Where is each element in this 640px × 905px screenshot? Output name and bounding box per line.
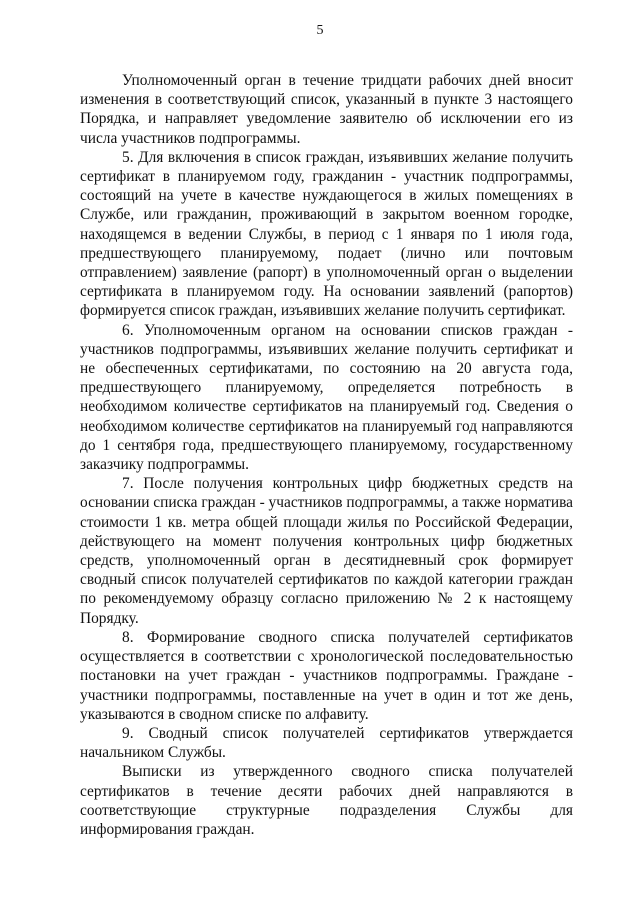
- paragraph-item-9: 9. Сводный список получателей сертификатов утверждается начальником Службы.: [80, 724, 573, 762]
- paragraph-intro: Уполномоченный орган в течение тридцати рабочих дней вносит изменения в соответствующий список, указанный в пункте 3 настоящего Порядка, и направляет уведомление заявителю об исключении его из числа участников подпрограммы.: [80, 72, 573, 147]
- paragraph-item-7: 7. После получения контрольных цифр бюджетных средств на основании списка граждан - участников подпрограммы, а также норматива стоимости 1 кв. метра общей площади жилья по Российской Федерации, действующего на момент получения контрольных цифр бюджетных средств, уполномоченный орган в десятидневный срок формирует сводный список получателей сертификатов по каждой категории граждан по рекомендуемому образцу согласно приложению № 2 к настоящему Порядку.: [80, 475, 573, 627]
- document-body: [80, 71, 573, 839]
- paragraph-extracts: Выписки из утвержденного сводного списка получателей сертификатов в течение десяти рабочих дней направляются в соответствующие структурные подразделения Службы для информирования граждан.: [80, 763, 573, 838]
- paragraph-item-5: 5. Для включения в список граждан, изъявивших желание получить сертификат в планируемом году, гражданин - участник подпрограммы, состоящий на учете в качестве нуждающегося в жилых помещениях в Службе, или гражданин, проживающий в закрытом военном городке, находящемся в ведении Службы, в период с 1 января по 1 июля года, предшествующего планируемому, подает (лично или почтовым отправлением) заявление (рапорт) в уполномоченный орган о выделении сертификата в планируемом году. На основании заявлений (рапортов) формируется список граждан, изъявивших желание получить сертификат.: [80, 148, 573, 320]
- paragraph-item-6: 6. Уполномоченным органом на основании списков граждан - участников подпрограммы, изъявивших желание получить сертификат и не обеспеченных сертификатами, по состоянию на 20 августа года, предшествующего планируемому, определяется потребность в необходимом количестве сертификатов на планируемый год. Сведения о необходимом количестве сертификатов на планируемый год направляются до 1 сентября года, предшествующего планируемому, государственному заказчику подпрограммы.: [80, 321, 573, 474]
- page-number: 5: [316, 23, 324, 38]
- paragraph-item-8: 8. Формирование сводного списка получателей сертификатов осуществляется в соответствии с хронологической последовательностью постановки на учет граждан - участников подпрограммы. Граждане - участники подпрограммы, поставленные на учет в один и тот же день, указываются в сводном списке по алфавиту.: [80, 628, 573, 723]
